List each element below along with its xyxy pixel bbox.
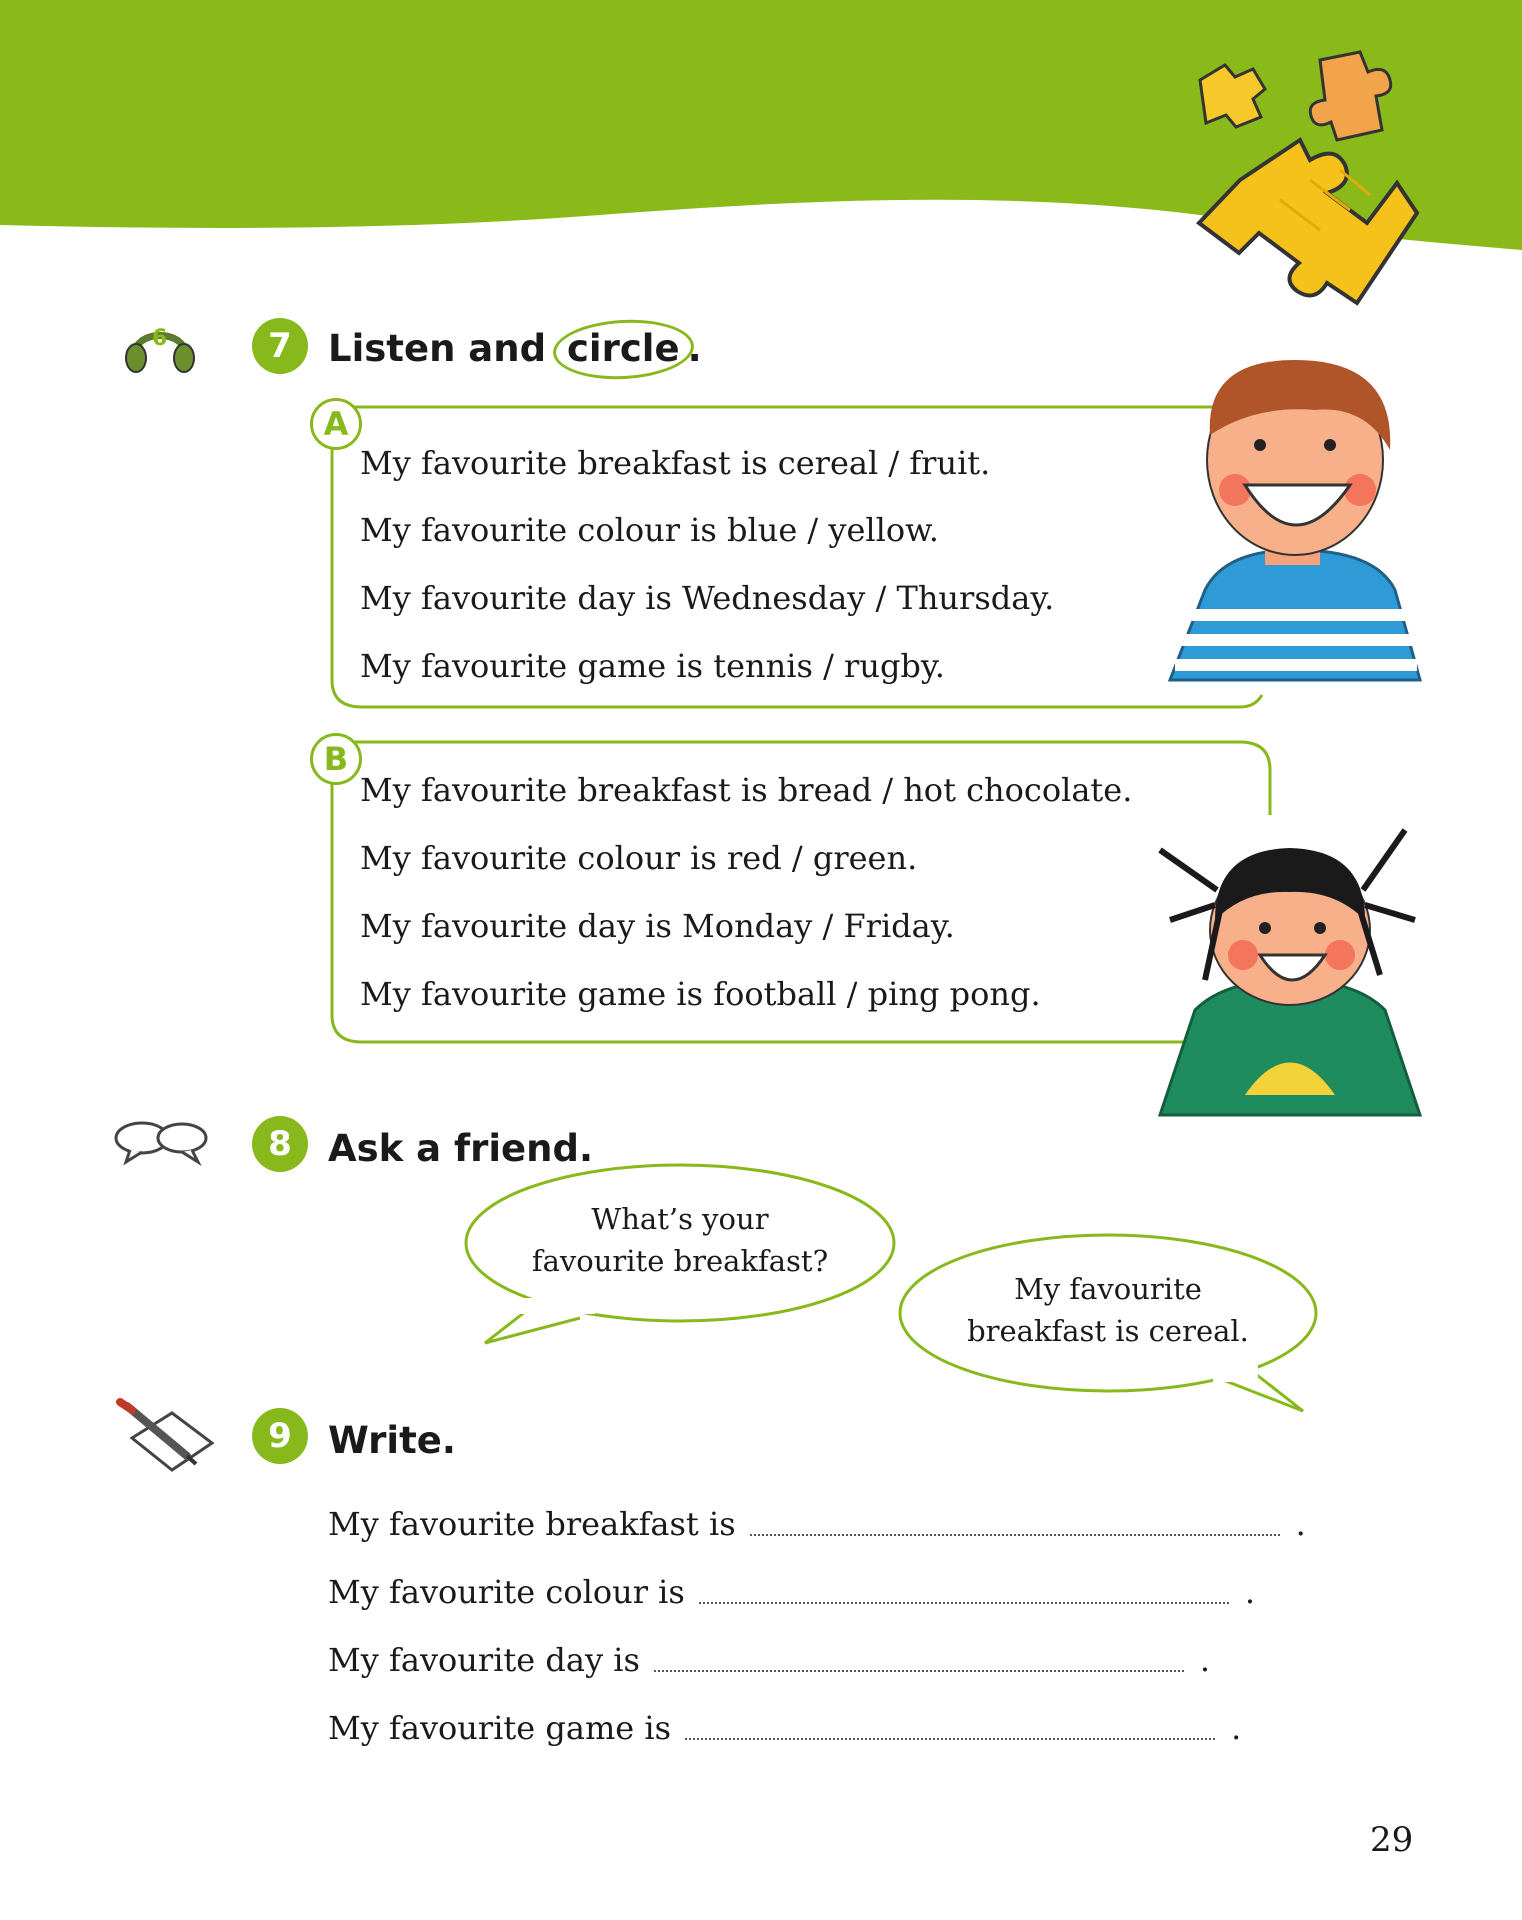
answer-bubble-text: My favourite breakfast is cereal. (967, 1272, 1249, 1348)
write-line-colour: My favourite colour is . (328, 1573, 1255, 1611)
write-line-breakfast: My favourite breakfast is . (328, 1505, 1306, 1543)
answer-blank-colour[interactable] (699, 1601, 1229, 1604)
speech-bubbles-icon (112, 1118, 212, 1166)
box-b-label: B (310, 733, 362, 785)
exercise-8-number: 8 (252, 1116, 308, 1172)
circled-word: circle (559, 330, 688, 367)
write-line-game: My favourite game is . (328, 1709, 1242, 1747)
exercise-9-title: Write. (328, 1419, 456, 1462)
exercise-7-number: 7 (252, 318, 308, 374)
box-a-line-1: My favourite breakfast is cereal / fruit. (360, 444, 991, 482)
answer-blank-game[interactable] (685, 1737, 1215, 1740)
question-bubble-text: What’s your favourite breakfast? (531, 1202, 829, 1278)
box-b-line-2: My favourite colour is red / green. (360, 839, 918, 877)
page-number: 29 (1370, 1820, 1414, 1860)
boy-illustration (1165, 350, 1425, 690)
box-a-label: A (310, 398, 362, 450)
answer-blank-breakfast[interactable] (750, 1533, 1280, 1536)
pencil-paper-icon (112, 1398, 222, 1478)
box-b-line-3: My favourite day is Monday / Friday. (360, 907, 955, 945)
track-number: 6 (152, 326, 168, 351)
box-b-line-1: My favourite breakfast is bread / hot chocolate. (360, 771, 1133, 809)
box-b-line-4: My favourite game is football / ping pong. (360, 975, 1041, 1013)
box-a-line-4: My favourite game is tennis / rugby. (360, 647, 945, 685)
puzzle-pieces-illustration (1170, 40, 1470, 340)
exercise-9-number: 9 (252, 1408, 308, 1464)
answer-blank-day[interactable] (654, 1669, 1184, 1672)
exercise-8-title: Ask a friend. (328, 1127, 593, 1170)
box-a-line-2: My favourite colour is blue / yellow. (360, 511, 939, 549)
write-line-day: My favourite day is . (328, 1641, 1211, 1679)
box-a-line-3: My favourite day is Wednesday / Thursday. (360, 579, 1055, 617)
exercise-7-title: Listen and circle . (328, 327, 702, 370)
girl-illustration (1155, 810, 1425, 1120)
